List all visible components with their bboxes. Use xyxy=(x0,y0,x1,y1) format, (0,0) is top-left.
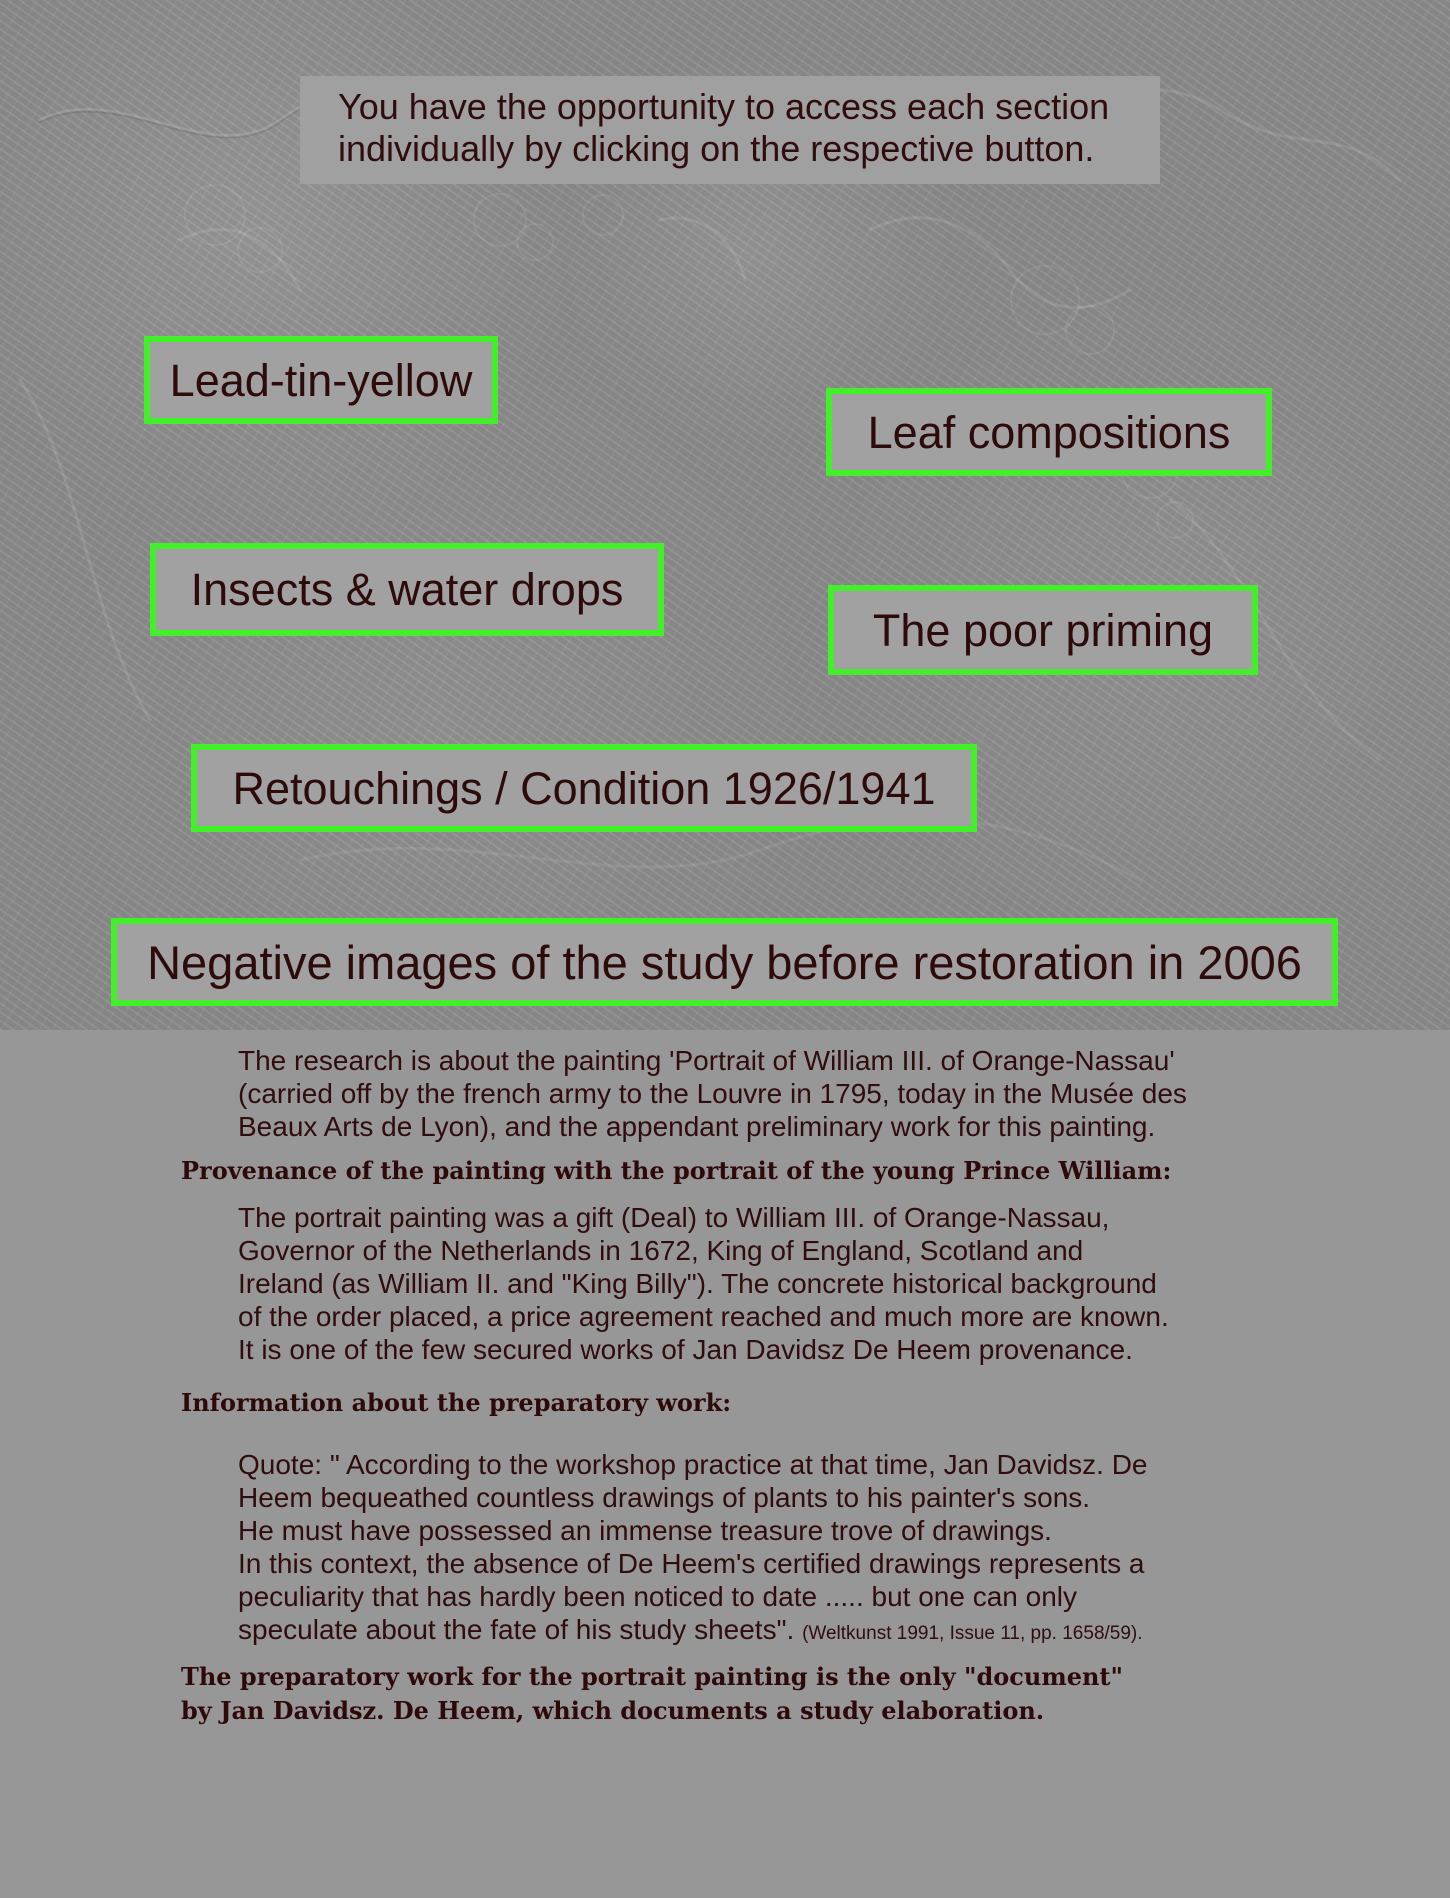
leaf-compositions-button[interactable]: Leaf compositions xyxy=(826,388,1272,476)
paragraph-line: The portrait painting was a gift (Deal) to William III. of Orange-Nassau, xyxy=(238,1202,1110,1233)
intro-line: individually by clicking on the respective button. xyxy=(338,128,1095,169)
negative-images-button[interactable]: Negative images of the study before restoration in 2006 xyxy=(111,918,1338,1006)
paragraph-line: Ireland (as William II. and "King Billy"). The concrete historical background xyxy=(238,1268,1157,1299)
poor-priming-button[interactable]: The poor priming xyxy=(828,585,1258,675)
intro-message-box xyxy=(300,76,1160,184)
retouchings-condition-button[interactable]: Retouchings / Condition 1926/1941 xyxy=(191,744,977,832)
quote-citation: (Weltkunst 1991, Issue 11, pp. 1658/59). xyxy=(802,1623,1143,1644)
quote-final-line: speculate about the fate of his study sheets". xyxy=(238,1614,795,1645)
paragraph-line: He must have possessed an immense treasure trove of drawings. xyxy=(238,1515,1052,1546)
conclusion-line: The preparatory work for the portrait painting is the only "document" xyxy=(181,1662,1124,1691)
paragraph-line: of the order placed, a price agreement reached and much more are known. xyxy=(238,1301,1169,1332)
conclusion-statement xyxy=(181,1660,1381,1728)
paragraph-line: Quote: " According to the workshop practice at that time, Jan Davidsz. De xyxy=(238,1449,1148,1480)
insects-water-drops-button[interactable]: Insects & water drops xyxy=(150,543,664,636)
paragraph-line: It is one of the few secured works of Jan Davidsz De Heem provenance. xyxy=(238,1334,1133,1365)
paragraph-line: (carried off by the french army to the Louvre in 1795, today in the Musée des xyxy=(238,1078,1187,1109)
lead-tin-yellow-button[interactable]: Lead-tin-yellow xyxy=(144,336,498,424)
provenance-paragraph xyxy=(238,1201,1238,1366)
research-paragraph xyxy=(238,1044,1238,1143)
paragraph-line: peculiarity that has hardly been noticed to date ..... but one can only xyxy=(238,1581,1077,1612)
preparatory-quote-paragraph xyxy=(238,1448,1238,1650)
conclusion-line: by Jan Davidsz. De Heem, which documents a study elaboration. xyxy=(181,1696,1045,1725)
article-content xyxy=(0,1030,1450,1898)
paragraph-line: Governor of the Netherlands in 1672, King of England, Scotland and xyxy=(238,1235,1084,1266)
paragraph-line: In this context, the absence of De Heem's certified drawings represents a xyxy=(238,1548,1145,1579)
provenance-heading: Provenance of the painting with the portrait of the young Prince William: xyxy=(181,1156,1172,1185)
paragraph-line: Heem bequeathed countless drawings of plants to his painter's sons. xyxy=(238,1482,1091,1513)
paragraph-line: The research is about the painting 'Portrait of William III. of Orange-Nassau' xyxy=(238,1045,1175,1076)
intro-line: You have the opportunity to access each section xyxy=(338,86,1110,127)
preparatory-work-heading: Information about the preparatory work: xyxy=(181,1388,732,1417)
paragraph-line: Beaux Arts de Lyon), and the appendant preliminary work for this painting. xyxy=(238,1111,1156,1142)
paragraph-line-with-citation xyxy=(238,1613,1238,1650)
